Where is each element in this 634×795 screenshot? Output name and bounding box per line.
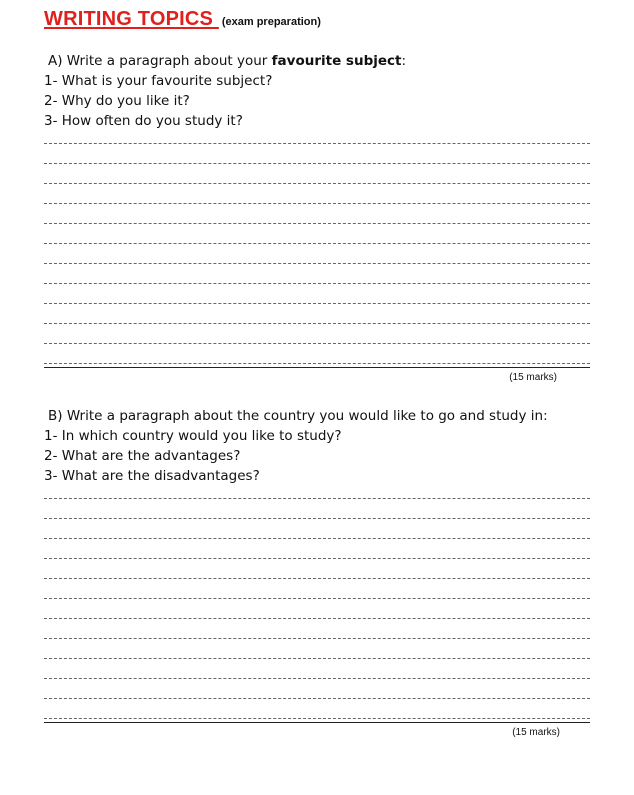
writing-line[interactable] xyxy=(44,253,590,264)
writing-line[interactable] xyxy=(44,548,590,559)
writing-line[interactable] xyxy=(44,608,590,619)
section-b-divider xyxy=(44,722,590,723)
section-b-question-1: 1- In which country would you like to study? xyxy=(44,428,342,444)
section-a-writing-lines[interactable] xyxy=(44,133,590,364)
writing-line[interactable] xyxy=(44,668,590,679)
writing-line[interactable] xyxy=(44,488,590,499)
section-a-prompt-tail: : xyxy=(401,53,407,69)
section-a-prompt xyxy=(44,51,590,71)
section-a-prompt-bold: favourite subject xyxy=(271,53,402,69)
section-b-prompt: B) Write a paragraph about the country you would like to go and study in: xyxy=(48,408,548,424)
section-a-divider xyxy=(44,367,590,368)
section-a-question-2: 2- Why do you like it? xyxy=(44,93,190,109)
section-a xyxy=(44,51,590,383)
writing-line[interactable] xyxy=(44,193,590,204)
page-subtitle: (exam preparation) xyxy=(221,16,321,28)
writing-line[interactable] xyxy=(44,173,590,184)
writing-line[interactable] xyxy=(44,233,590,244)
writing-line[interactable] xyxy=(44,133,590,144)
writing-line[interactable] xyxy=(44,213,590,224)
section-a-question-1: 1- What is your favourite subject? xyxy=(44,73,273,89)
section-a-marks: (15 marks) xyxy=(509,372,557,383)
section-b-marks: (15 marks) xyxy=(512,727,560,738)
writing-line[interactable] xyxy=(44,708,590,719)
section-a-question-3: 3- How often do you study it? xyxy=(44,113,243,129)
writing-line[interactable] xyxy=(44,688,590,699)
writing-line[interactable] xyxy=(44,333,590,344)
writing-line[interactable] xyxy=(44,153,590,164)
section-b-question-3: 3- What are the disadvantages? xyxy=(44,468,260,484)
section-b xyxy=(44,406,590,738)
page-header xyxy=(44,8,321,31)
writing-line[interactable] xyxy=(44,568,590,579)
page-title: WRITING TOPICS xyxy=(44,8,219,30)
section-b-question-2: 2- What are the advantages? xyxy=(44,448,241,464)
writing-line[interactable] xyxy=(44,353,590,364)
writing-line[interactable] xyxy=(44,508,590,519)
writing-line[interactable] xyxy=(44,313,590,324)
writing-line[interactable] xyxy=(44,588,590,599)
section-b-writing-lines[interactable] xyxy=(44,488,590,719)
writing-line[interactable] xyxy=(44,528,590,539)
writing-line[interactable] xyxy=(44,273,590,284)
writing-line[interactable] xyxy=(44,628,590,639)
section-a-prompt-lead: A) Write a paragraph about your xyxy=(48,53,272,69)
writing-line[interactable] xyxy=(44,648,590,659)
writing-line[interactable] xyxy=(44,293,590,304)
